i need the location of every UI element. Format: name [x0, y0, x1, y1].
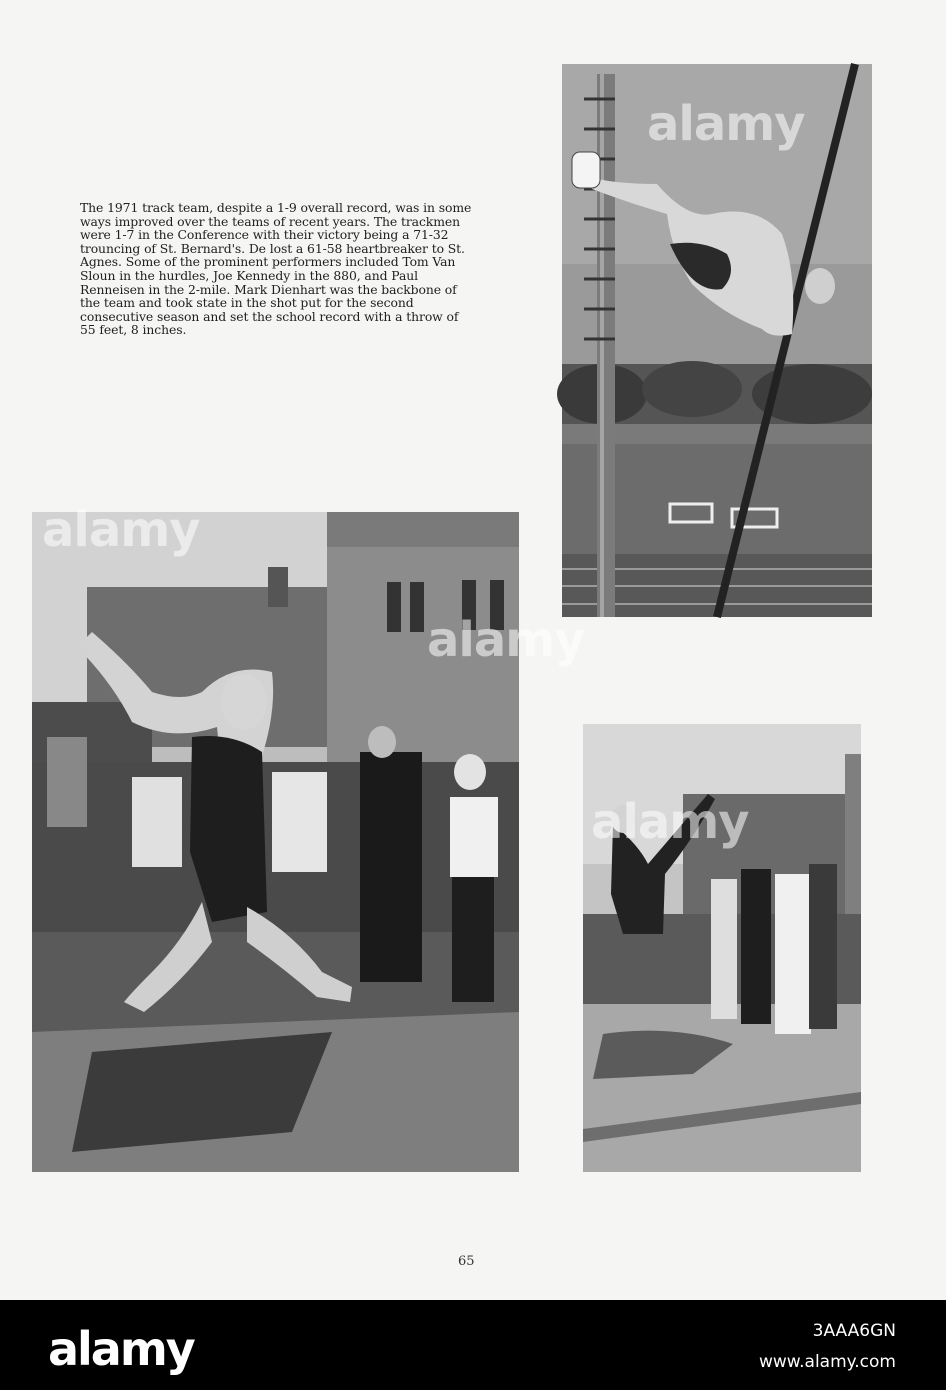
long-jump-illustration [32, 512, 519, 1172]
article-text: The 1971 track team, despite a 1-9 overall record, was in some ways improved over the teams of recent years. The trackmen were 1-7 in the Conference with their victory being a 71-32 trouncing of St. Bernard's. De lost a 61-58 heartbreaker to St. Agnes. Some of the prominent performers included Tom Van Sloun in the hurdles, Joe Kennedy in the 880, and Paul Renneisen in the 2-mile. Mark Dienhart was the backbone of the team and took state in the shot put for the second consecutive season and set the school record with a throw of 55 feet, 8 inches. [80, 200, 472, 338]
pole-vault-photo [562, 64, 872, 617]
alamy-logo: alamy [48, 1322, 194, 1376]
watermark-text: alamy [591, 794, 749, 850]
page-number: 65 [458, 1254, 475, 1269]
footer-bar [0, 1300, 946, 1390]
image-id: 3AAA6GN [812, 1321, 896, 1341]
long-jump-wide-photo [583, 724, 861, 1172]
footer-url: www.alamy.com [758, 1352, 896, 1372]
watermark-text: alamy [647, 96, 805, 152]
watermark-text: alamy [427, 612, 585, 668]
watermark-text: alamy [42, 502, 200, 558]
long-jump-photo [32, 502, 585, 1172]
long-jump-wide-illustration [583, 724, 861, 1172]
